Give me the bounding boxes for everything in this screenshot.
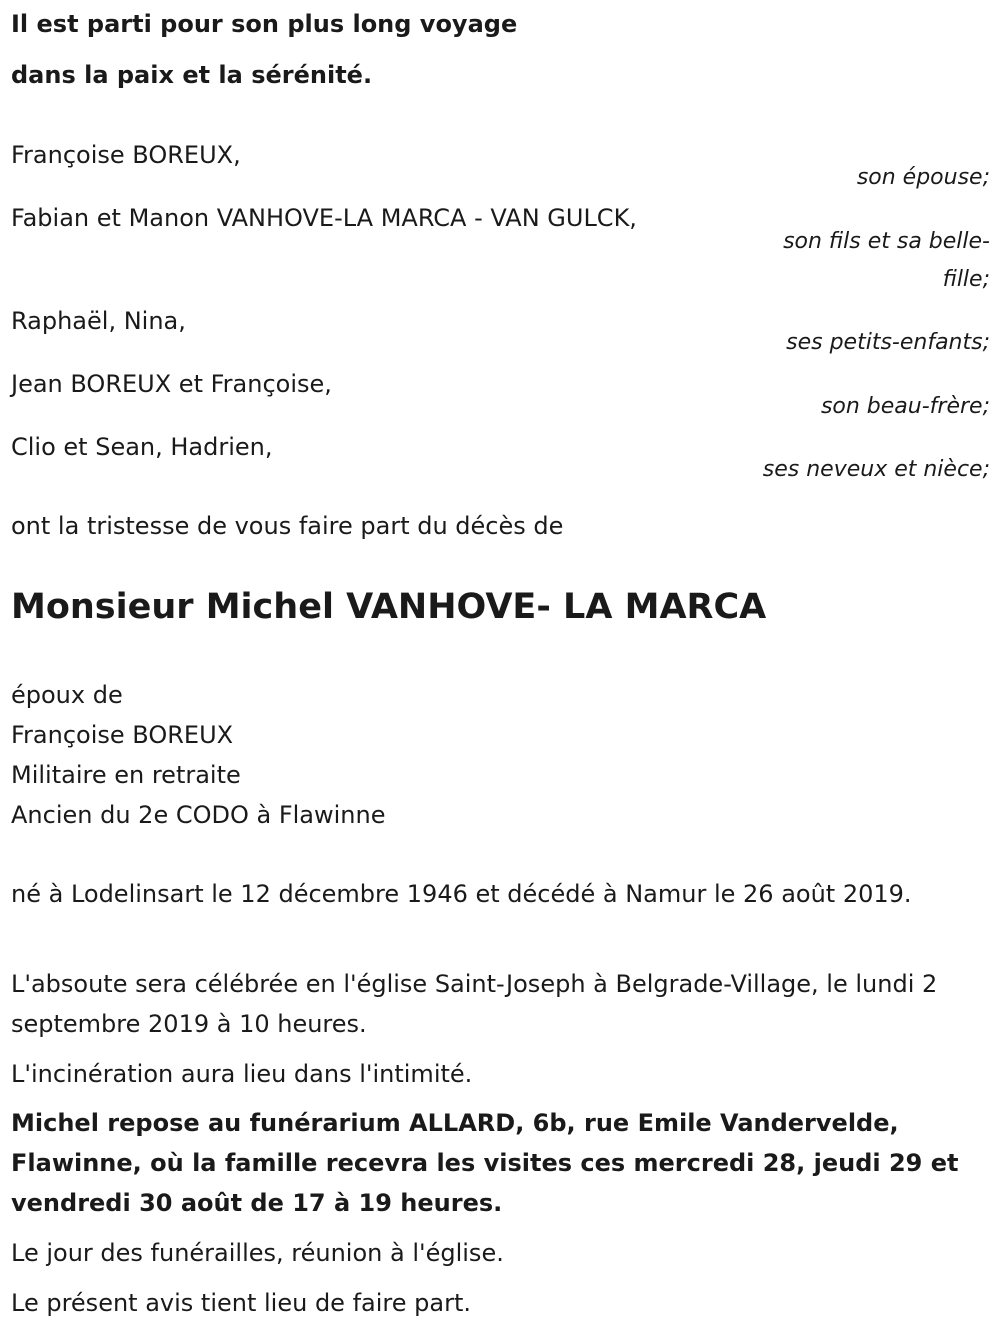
family-name: Clio et Sean, Hadrien, bbox=[11, 433, 273, 461]
family-relation: ses neveux et nièce; bbox=[762, 457, 990, 482]
funerarium-paragraph: Michel repose au funérarium ALLARD, 6b, rue Emile Vandervelde, Flawinne, où la famille recevra les visites ces mercredi 28, jeudi 29 et vendredi 30 août de 17 à 19 heures. bbox=[11, 1109, 959, 1217]
notice-paragraph: Le présent avis tient lieu de faire part. bbox=[11, 1289, 471, 1317]
deceased-name: Monsieur Michel VANHOVE- LA MARCA bbox=[11, 587, 767, 627]
family-name: Françoise BOREUX, bbox=[11, 141, 241, 169]
absoute-paragraph: L'absoute sera célébrée en l'église Saint-Joseph à Belgrade-Village, le lundi 2 septembre 2019 à 10 heures. bbox=[11, 970, 938, 1038]
family-relation: son fils et sa belle- bbox=[783, 229, 990, 254]
reunion-paragraph: Le jour des funérailles, réunion à l'église. bbox=[11, 1239, 504, 1267]
detail-line: époux de bbox=[11, 681, 123, 709]
family-relation: ses petits-enfants; bbox=[786, 330, 990, 355]
family-relation: son beau-frère; bbox=[820, 394, 990, 419]
announcement-text: ont la tristesse de vous faire part du décès de bbox=[11, 512, 564, 540]
detail-line: Françoise BOREUX bbox=[11, 721, 234, 749]
family-relation: fille; bbox=[942, 267, 990, 292]
intro-line-1: Il est parti pour son plus long voyage bbox=[11, 10, 518, 38]
family-relation: son épouse; bbox=[856, 165, 990, 190]
detail-line: Militaire en retraite bbox=[11, 761, 241, 789]
intro-line-2: dans la paix et la sérénité. bbox=[11, 61, 373, 89]
incineration-paragraph: L'incinération aura lieu dans l'intimité. bbox=[11, 1060, 473, 1088]
family-name: Raphaël, Nina, bbox=[11, 307, 186, 335]
detail-line: Ancien du 2e CODO à Flawinne bbox=[11, 801, 386, 829]
family-name: Fabian et Manon VANHOVE-LA MARCA - VAN GULCK, bbox=[11, 204, 637, 232]
family-name: Jean BOREUX et Françoise, bbox=[11, 370, 332, 398]
birth-death-paragraph: né à Lodelinsart le 12 décembre 1946 et décédé à Namur le 26 août 2019. bbox=[11, 880, 912, 908]
